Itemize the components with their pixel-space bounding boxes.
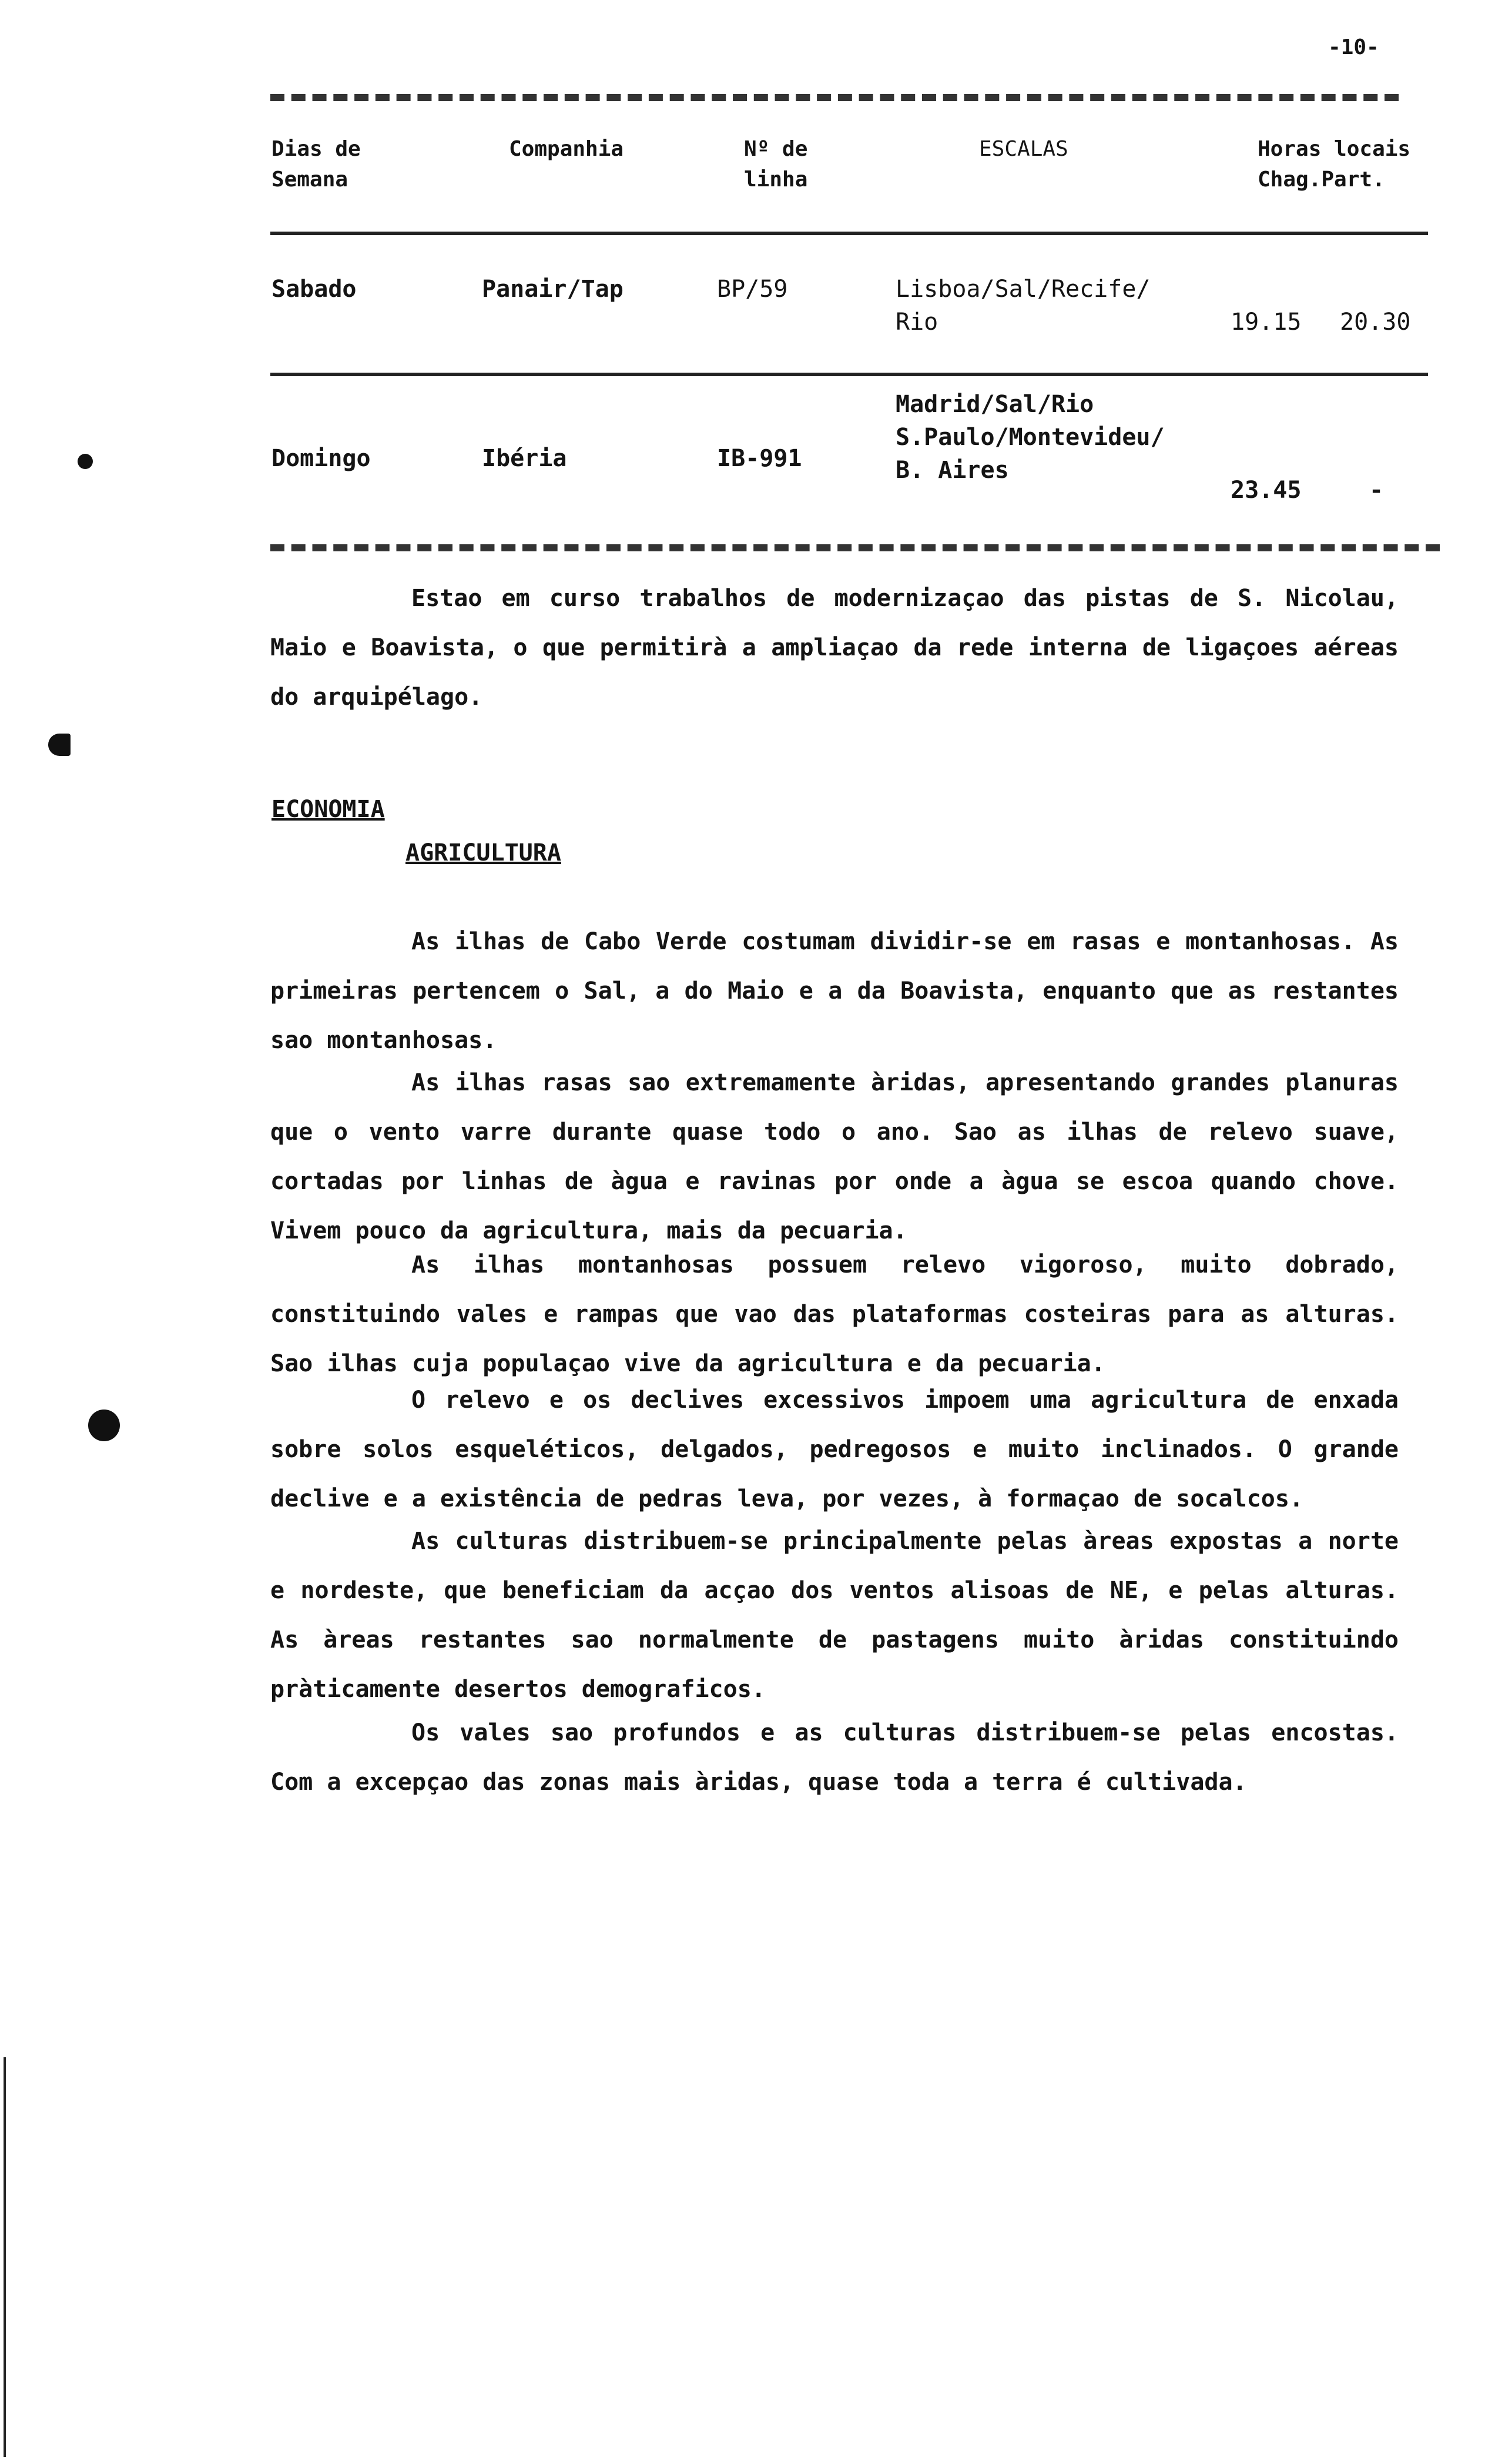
subsection-heading: AGRICULTURA [405, 839, 561, 866]
row-2-escalas: Madrid/Sal/Rio S.Paulo/Montevideu/ B. Aires [896, 391, 1165, 484]
margin-edge-line [4, 2057, 6, 2457]
row-1-companhia: Panair/Tap [482, 276, 624, 303]
page-number: -10- [1328, 35, 1379, 59]
section-heading: ECONOMIA [271, 796, 385, 823]
row-rule [270, 373, 1428, 376]
header-dias: Dias de Semana [271, 137, 361, 192]
row-2-linha: IB-991 [717, 445, 802, 472]
paragraph-5: As culturas distribuem-se principalmente pelas àreas expostas a norte e nordeste, que beneficiam da acçao dos ventos alisoas de NE, e pelas alturas. As àreas restantes sao normalmente de pastagens muito àridas constituindo pràticamente desertos demograficos. [270, 1528, 1399, 1703]
row-2-companhia: Ibéria [482, 445, 567, 472]
header-horas: Horas locais Chag.Part. [1258, 137, 1411, 192]
header-rule [270, 232, 1428, 235]
row-2-chegada: 23.45 [1231, 477, 1302, 504]
paragraph-4: O relevo e os declives excessivos impoem uma agricultura de enxada sobre solos esqueléticos, delgados, pedregosos e muito inclinados. O grande declive e a existência de pedras leva, por vezes, à formaçao de socalcos. [270, 1387, 1399, 1512]
paragraph-3: As ilhas montanhosas possuem relevo vigoroso, muito dobrado, constituindo vales e rampas que vao das plataformas costeiras para as alturas. Sao ilhas cuja populaçao vive da agricultura e da pecuaria. [270, 1251, 1399, 1377]
header-escalas: ESCALAS [979, 137, 1068, 161]
paragraph-6: Os vales sao profundos e as culturas distribuem-se pelas encostas. Com a excepçao das zonas mais àridas, quase toda a terra é cultivada. [270, 1719, 1399, 1796]
row-2-dia: Domingo [271, 445, 371, 472]
row-1-partida: 20.30 [1340, 309, 1411, 336]
punch-hole-mark [88, 1410, 120, 1441]
row-1-chegada: 19.15 [1231, 309, 1302, 336]
row-2-partida: - [1369, 477, 1384, 504]
intro-paragraph: Estao em curso trabalhos de modernizaçao das pistas de S. Nicolau, Maio e Boavista, o que permitirà a ampliaçao da rede interna de ligaçoes aéreas do arquipélago. [270, 585, 1399, 711]
row-1-dia: Sabado [271, 276, 357, 303]
header-linha: Nº de linha [744, 137, 808, 192]
row-1-linha: BP/59 [717, 276, 788, 303]
punch-hole-mark [78, 454, 93, 469]
table-top-rule [270, 94, 1399, 101]
paragraph-1: As ilhas de Cabo Verde costumam dividir-se em rasas e montanhosas. As primeiras pertencem o Sal, a do Maio e a da Boavista, enquanto que as restantes sao montanhosas. [270, 928, 1399, 1054]
punch-hole-mark [48, 734, 71, 756]
table-bottom-rule [270, 544, 1440, 551]
header-companhia: Companhia [509, 137, 624, 161]
paragraph-2: As ilhas rasas sao extremamente àridas, apresentando grandes planuras que o vento varre durante quase todo o ano. Sao as ilhas de relevo suave, cortadas por linhas de àgua e ravinas por onde a àgua se escoa quando chove. Vivem pouco da agricultura, mais da pecuaria. [270, 1069, 1399, 1244]
row-1-escalas: Lisboa/Sal/Recife/ Rio [896, 276, 1151, 336]
